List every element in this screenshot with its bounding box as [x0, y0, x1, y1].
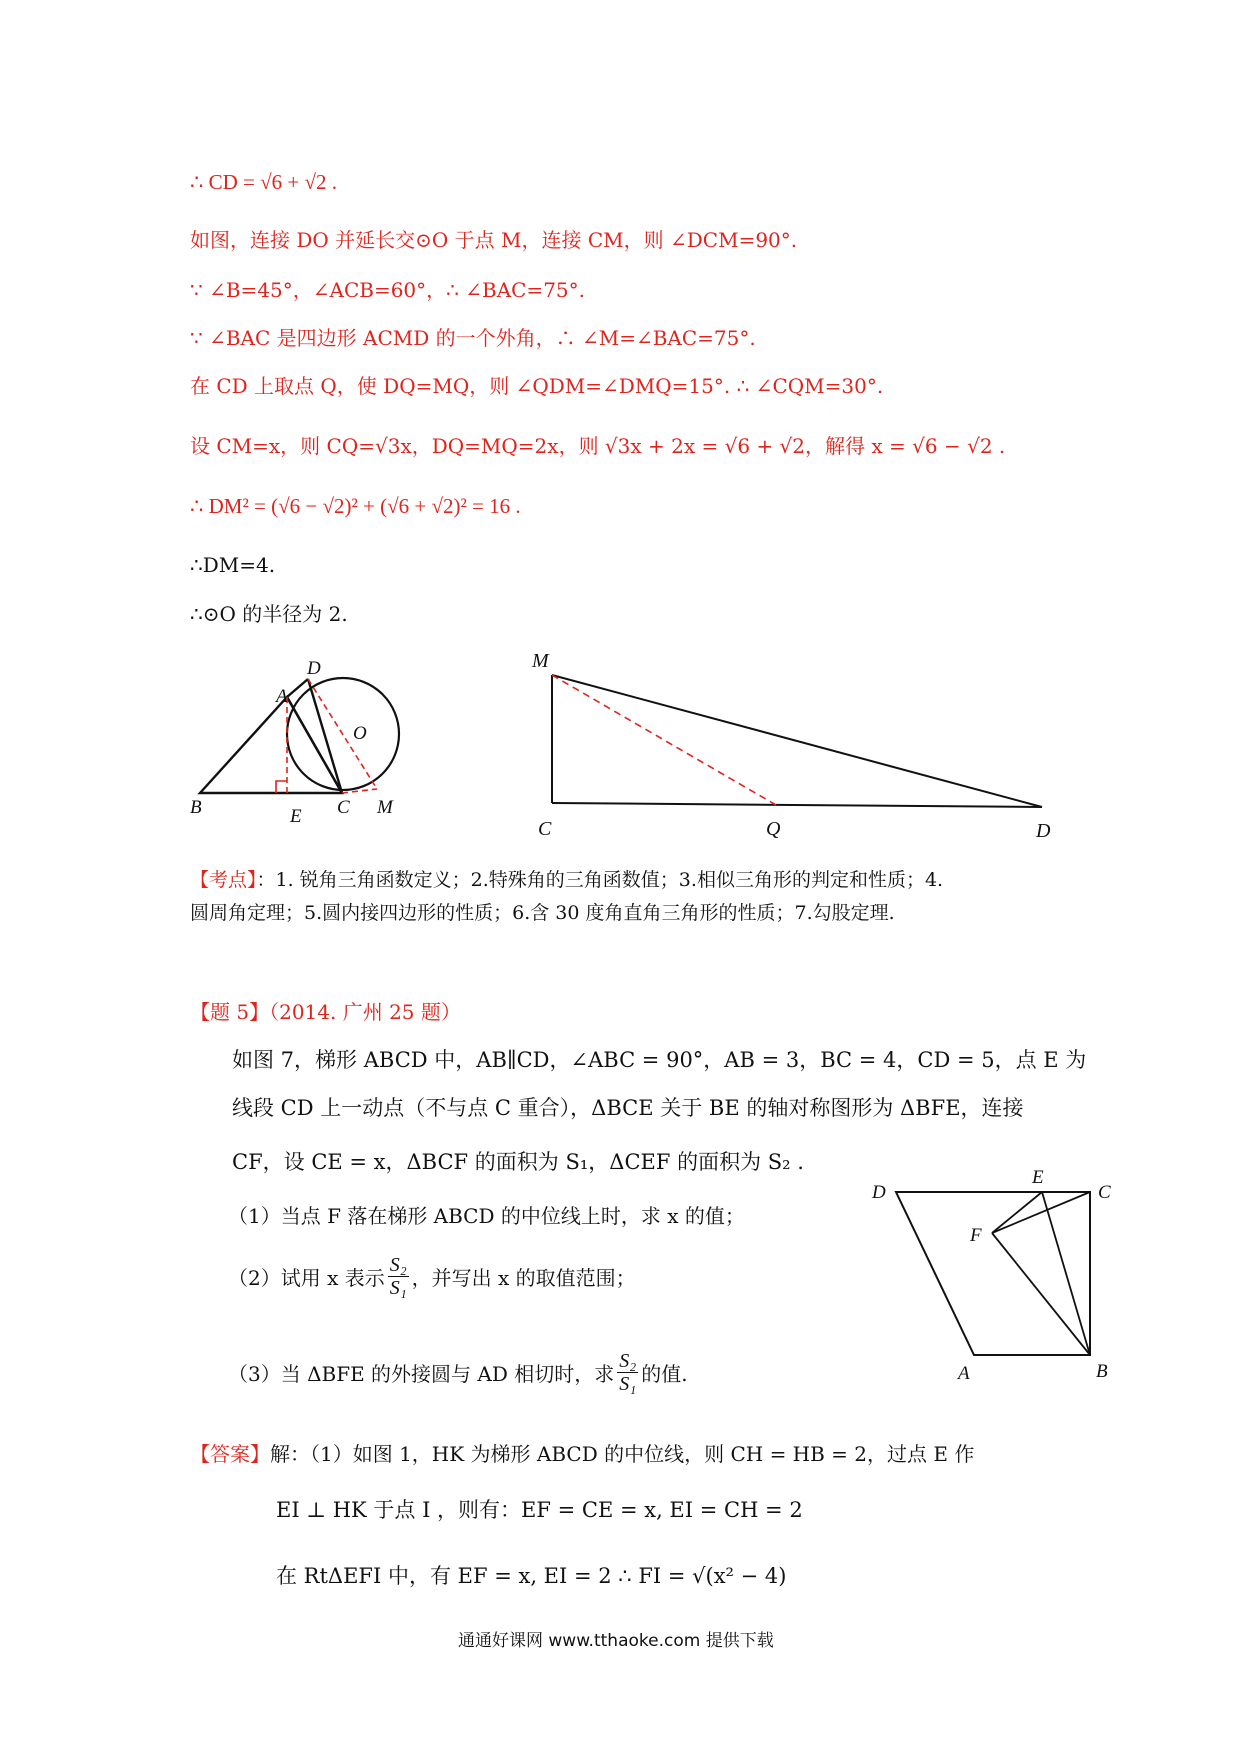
- sol-line-2: 如图，连接 DO 并延长交⊙O 于点 M，连接 CM，则 ∠DCM=90°.: [190, 228, 798, 252]
- answer-tag: 【答案】: [190, 1442, 270, 1466]
- label-B3: B: [1096, 1361, 1108, 1382]
- label-C2: C: [538, 818, 552, 840]
- fraction-denominator-b: S₁: [619, 1373, 637, 1395]
- kaodian-text-1: ：1. 锐角三角函数定义；2.特殊角的三角函数值；3.相似三角形的判定和性质；4.: [256, 869, 944, 891]
- sol-line-4: ∵ ∠BAC 是四边形 ACMD 的一个外角，∴ ∠M=∠BAC=75°.: [190, 326, 756, 350]
- question-3-prefix: （3）当 ΔBFE 的外接圆与 AD 相切时，求: [228, 1362, 615, 1386]
- figure-circle-triangle: [180, 655, 420, 830]
- problem-line-1: 如图 7，梯形 ABCD 中，AB∥CD，∠ABC = 90°，AB = 3，BC = 4，CD = 5，点 E 为: [232, 1048, 1087, 1072]
- fraction-numerator-b: S₂: [619, 1350, 637, 1372]
- question-2-prefix: （2）试用 x 表示: [228, 1266, 385, 1290]
- label-A: A: [276, 686, 288, 707]
- fraction-numerator: S₂: [389, 1254, 407, 1276]
- fraction-s2-s1: [388, 1254, 409, 1299]
- sol-line-7: ∴ DM² = (√6 − √2)² + (√6 + √2)² = 16 .: [190, 494, 521, 518]
- label-E3: E: [1032, 1167, 1044, 1188]
- label-D3: D: [872, 1182, 886, 1203]
- question-3: [228, 1350, 688, 1395]
- label-C3: C: [1098, 1182, 1111, 1203]
- label-B: B: [190, 797, 202, 818]
- sol-line-3: ∵ ∠B=45°，∠ACB=60°，∴ ∠BAC=75°.: [190, 278, 585, 302]
- fraction-denominator: S₁: [389, 1277, 407, 1299]
- answer-line-1: [190, 1438, 974, 1467]
- kaodian-line-1: [190, 865, 943, 892]
- footer-text: 通通好课网 www.tthaoke.com 提供下载: [458, 1631, 774, 1651]
- label-E: E: [290, 806, 302, 827]
- answer-line-3: 在 RtΔEFI 中，有 EF = x, EI = 2 ∴ FI = √(x² − 4): [276, 1564, 787, 1588]
- answer-text-1: 解：（1）如图 1，HK 为梯形 ABCD 的中位线，则 CH = HB = 2，过点 E 作: [270, 1442, 975, 1466]
- label-A3: A: [958, 1363, 970, 1384]
- sol-line-1: ∴ CD = √6 + √2 .: [190, 170, 338, 194]
- question-1: （1）当点 F 落在梯形 ABCD 的中位线上时，求 x 的值；: [228, 1204, 745, 1228]
- label-C: C: [337, 797, 350, 818]
- problem-line-2: 线段 CD 上一动点（不与点 C 重合），ΔBCE 关于 BE 的轴对称图形为 ΔBFE，连接: [232, 1096, 1024, 1120]
- problem-header: [190, 996, 461, 1025]
- sol-line-8: ∴DM=4.: [190, 553, 276, 577]
- sol-line-6: 设 CM=x，则 CQ=√3x，DQ=MQ=2x，则 √3x + 2x = √6 + √2，解得 x = √6 − √2 .: [190, 434, 1006, 458]
- problem-source: （2014. 广州 25 题）: [269, 1000, 461, 1024]
- question-2: [228, 1254, 636, 1299]
- label-M2: M: [532, 650, 549, 672]
- problem-line-3: CF，设 CE = x，ΔBCF 的面积为 S₁，ΔCEF 的面积为 S₂ .: [232, 1150, 804, 1174]
- question-2-suffix: ，并写出 x 的取值范围；: [411, 1266, 636, 1290]
- label-D: D: [307, 658, 321, 679]
- kaodian-tag: 【考点】: [190, 869, 257, 891]
- problem-tag: 【题 5】: [190, 1000, 270, 1024]
- label-M: M: [377, 797, 393, 818]
- label-D2: D: [1036, 820, 1051, 842]
- question-3-suffix: 的值.: [641, 1362, 688, 1386]
- label-O: O: [353, 723, 367, 744]
- figure-trapezoid: [860, 1165, 1130, 1395]
- fraction-s2-s1-b: [617, 1350, 638, 1395]
- kaodian-line-2: 圆周角定理；5.圆内接四边形的性质；6.含 30 度角直角三角形的性质；7.勾股定理.: [190, 902, 895, 924]
- sol-line-5: 在 CD 上取点 Q，使 DQ=MQ，则 ∠QDM=∠DMQ=15°. ∴ ∠CQM=30°.: [190, 374, 884, 398]
- label-Q: Q: [766, 818, 781, 840]
- answer-line-2: EI ⊥ HK 于点 I ，则有：EF = CE = x, EI = CH = 2: [276, 1498, 803, 1522]
- sol-line-9: ∴⊙O 的半径为 2.: [190, 602, 348, 626]
- label-F3: F: [970, 1225, 982, 1246]
- figure-right-triangle: [520, 645, 1070, 850]
